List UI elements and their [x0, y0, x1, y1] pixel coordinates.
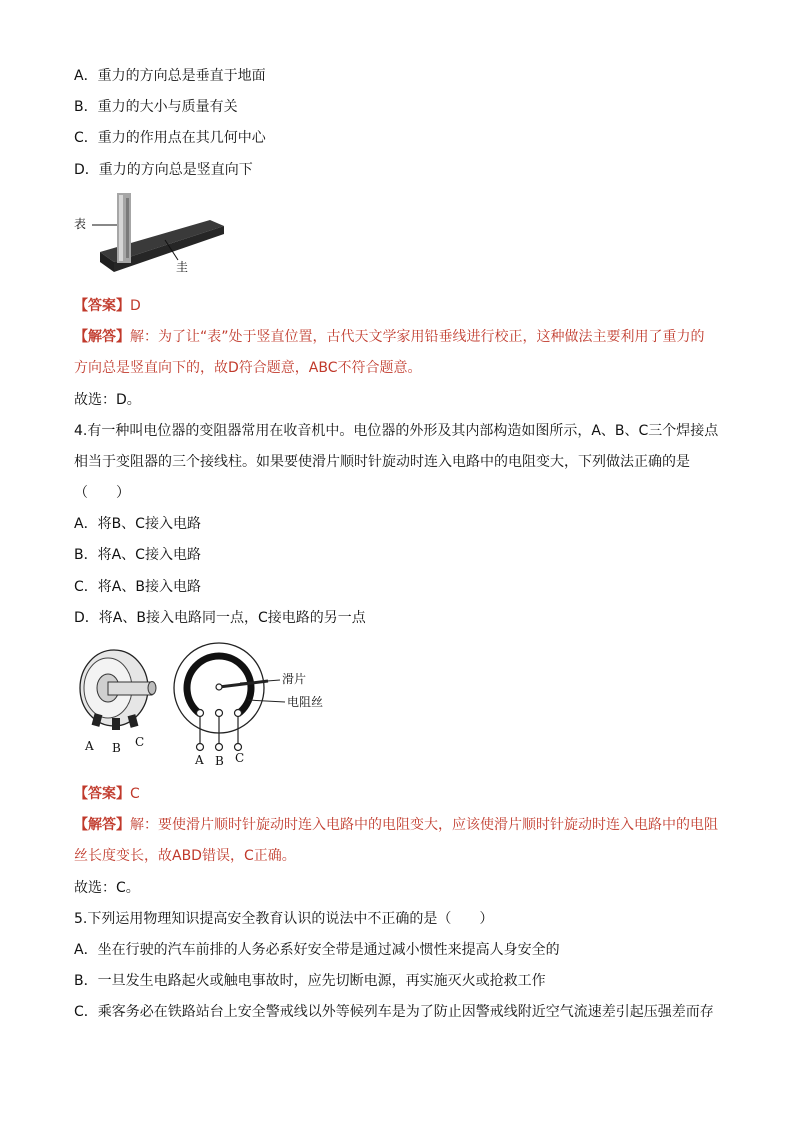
label-right-c: C	[235, 751, 245, 765]
q4-analysis-2: 丝长度变长，故ABD错误，C正确。	[74, 848, 296, 864]
q5-stem: 5.下列运用物理知识提高安全教育认识的说法中不正确的是（ ）	[74, 911, 494, 927]
q4-conclusion: 故选：C。	[74, 880, 140, 896]
q4-stem-3: （ ）	[74, 485, 130, 501]
answer-value: D	[130, 298, 141, 314]
q3-answer	[74, 296, 141, 316]
gnomon-illustration	[70, 190, 230, 280]
q4-analysis-1	[74, 815, 718, 835]
potentiometer-figure	[70, 640, 370, 770]
q3-option-b: B．重力的大小与质量有关	[74, 99, 238, 115]
analysis-text: 解：为了让“表”处于竖直位置，古代天文学家用铅垂线进行校正，这种做法主要利用了重力的	[130, 329, 705, 345]
q4-option-d: D．将A、B接入电路同一点，C接电路的另一点	[74, 610, 366, 626]
answer-tag: 【答案】	[74, 298, 130, 314]
label-biao: 表	[74, 217, 87, 231]
q4-option-a: A．将B、C接入电路	[74, 516, 201, 532]
q3-option-c: C．重力的作用点在其几何中心	[74, 130, 266, 146]
q4-answer	[74, 784, 140, 804]
gnomon-figure	[70, 190, 230, 280]
answer-value: C	[130, 786, 140, 802]
q5-option-a: A．坐在行驶的汽车前排的人务必系好安全带是通过减小惯性来提高人身安全的	[74, 942, 560, 958]
q3-option-a: A．重力的方向总是垂直于地面	[74, 68, 266, 84]
q4-option-b: B．将A、C接入电路	[74, 547, 201, 563]
label-resistance-wire: 电阻丝	[287, 695, 324, 709]
q5-option-b: B．一旦发生电路起火或触电事故时，应先切断电源，再实施灭火或抢救工作	[74, 973, 546, 989]
label-left-b: B	[112, 741, 121, 755]
label-right-a: A	[195, 753, 204, 767]
label-left-a: A	[85, 739, 94, 753]
q4-stem-2: 相当于变阻器的三个接线柱。如果要使滑片顺时针旋动时连入电路中的电阻变大，下列做法正确的是	[74, 454, 690, 470]
q3-analysis-2: 方向总是竖直向下的，故D符合题意，ABC不符合题意。	[74, 360, 422, 376]
answer-tag: 【答案】	[74, 786, 130, 802]
q4-stem-1: 4.有一种叫电位器的变阻器常用在收音机中。电位器的外形及其内部构造如图所示，A、B、C三个焊接点	[74, 423, 719, 439]
q3-conclusion: 故选：D。	[74, 392, 141, 408]
analysis-tag: 【解答】	[74, 329, 130, 345]
label-slider: 滑片	[282, 672, 307, 686]
analysis-text: 解：要使滑片顺时针旋动时连入电路中的电阻变大，应该使滑片顺时针旋动时连入电路中的电阻	[130, 817, 718, 833]
label-left-c: C	[135, 735, 145, 749]
label-gui: 圭	[176, 260, 189, 274]
q5-option-c: C．乘客务必在铁路站台上安全警戒线以外等候列车是为了防止因警戒线附近空气流速差引起压强差而存	[74, 1004, 714, 1020]
q3-option-d: D．重力的方向总是竖直向下	[74, 162, 253, 178]
label-right-b: B	[215, 754, 224, 768]
q3-analysis-1	[74, 327, 705, 347]
analysis-tag: 【解答】	[74, 817, 130, 833]
q4-option-c: C．将A、B接入电路	[74, 579, 201, 595]
